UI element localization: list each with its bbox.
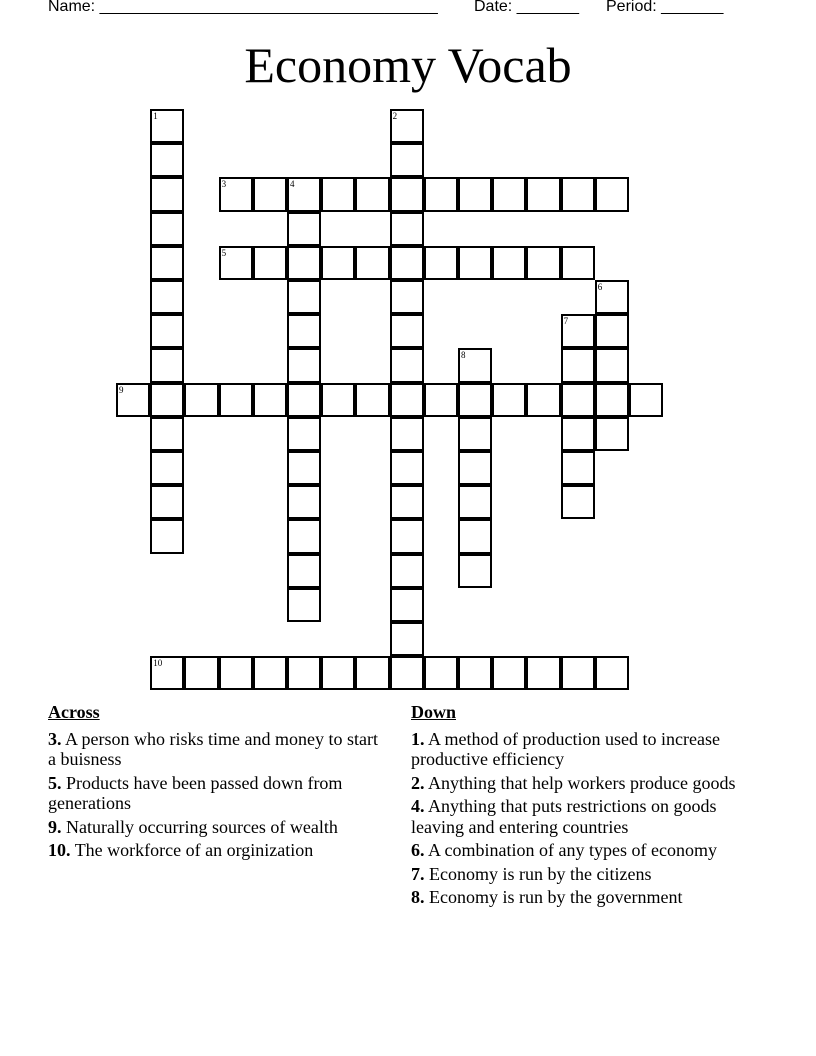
crossword-cell[interactable]	[390, 519, 424, 553]
crossword-cell[interactable]	[150, 451, 184, 485]
crossword-cell[interactable]	[355, 246, 389, 280]
crossword-cell[interactable]	[595, 280, 629, 314]
crossword-cell[interactable]	[287, 451, 321, 485]
date-blank[interactable]: _______	[516, 0, 579, 15]
crossword-cell[interactable]	[561, 383, 595, 417]
crossword-cell[interactable]	[390, 212, 424, 246]
crossword-cell[interactable]	[390, 417, 424, 451]
name-label: Name:	[48, 0, 96, 15]
crossword-cell[interactable]	[390, 348, 424, 382]
crossword-cell[interactable]	[390, 109, 424, 143]
crossword-cell[interactable]	[355, 177, 389, 211]
crossword-cell[interactable]	[424, 177, 458, 211]
crossword-cell[interactable]	[595, 314, 629, 348]
crossword-cell[interactable]	[355, 656, 389, 690]
crossword-cell[interactable]	[150, 314, 184, 348]
down-clue	[411, 796, 756, 837]
crossword-cell[interactable]	[390, 485, 424, 519]
clue-number: 9	[119, 384, 124, 395]
crossword-cell[interactable]	[458, 451, 492, 485]
clue-number: 3	[221, 179, 227, 190]
clue-number: 6	[597, 282, 603, 292]
crossword-cell[interactable]	[321, 177, 355, 211]
crossword-cell[interactable]	[150, 656, 184, 690]
clue-text: A method of production used to increase productive efficiency	[411, 728, 720, 769]
crossword-cell[interactable]	[595, 656, 629, 690]
clue-number: 7	[563, 316, 569, 327]
across-clue	[48, 729, 388, 770]
down-heading: Down	[411, 702, 457, 722]
across-clues	[48, 702, 388, 864]
crossword-cell[interactable]	[629, 383, 663, 417]
clue-text: The workforce of an orginization	[74, 840, 314, 860]
period-label: Period:	[606, 0, 657, 15]
down-clue	[411, 840, 756, 861]
clue-number: 2	[392, 111, 398, 121]
crossword-cell[interactable]	[253, 246, 287, 280]
crossword-cell[interactable]	[184, 383, 218, 417]
name-blank[interactable]: ______________________________________	[99, 0, 438, 15]
crossword-cell[interactable]	[219, 246, 253, 280]
crossword-cell[interactable]	[595, 348, 629, 382]
clue-number: 1.	[411, 728, 425, 749]
clue-text: Economy is run by the government	[429, 887, 683, 907]
crossword-cell[interactable]	[458, 348, 492, 382]
crossword-cell[interactable]	[390, 451, 424, 485]
crossword-cell[interactable]	[458, 656, 492, 690]
crossword-cell[interactable]	[150, 109, 184, 143]
clue-number: 6.	[411, 840, 425, 860]
crossword-cell[interactable]	[253, 383, 287, 417]
crossword-cell[interactable]	[458, 177, 492, 211]
clue-number: 1	[153, 111, 158, 121]
crossword-cell[interactable]	[150, 280, 184, 314]
clue-number: 8	[461, 350, 466, 361]
crossword-cell[interactable]	[116, 383, 150, 417]
crossword-cell[interactable]	[287, 554, 321, 588]
clue-number: 4	[290, 179, 295, 190]
crossword-cell[interactable]	[492, 246, 526, 280]
crossword-cell[interactable]	[150, 348, 184, 382]
clue-text: A combination of any types of economy	[428, 840, 717, 860]
down-clue	[411, 773, 756, 794]
crossword-cell[interactable]	[561, 485, 595, 519]
crossword-cell[interactable]	[390, 280, 424, 314]
crossword-cell[interactable]	[287, 177, 321, 211]
crossword-cell[interactable]	[458, 383, 492, 417]
crossword-cell[interactable]	[287, 314, 321, 348]
clue-number: 4.	[411, 796, 425, 816]
crossword-cell[interactable]	[595, 417, 629, 451]
crossword-cell[interactable]	[390, 246, 424, 280]
crossword-cell[interactable]	[561, 314, 595, 348]
crossword-cell[interactable]	[424, 656, 458, 690]
clue-text: Anything that puts restrictions on goods leaving and entering countries	[411, 796, 717, 837]
crossword-cell[interactable]	[287, 656, 321, 690]
page-title: Economy Vocab	[244, 37, 572, 93]
period-blank[interactable]: _______	[661, 0, 724, 15]
crossword-cell[interactable]	[219, 383, 253, 417]
crossword-cell[interactable]	[526, 383, 560, 417]
crossword-cell[interactable]	[458, 246, 492, 280]
crossword-cell[interactable]	[561, 246, 595, 280]
crossword-cell[interactable]	[390, 383, 424, 417]
date-label: Date:	[474, 0, 513, 15]
crossword-cell[interactable]	[287, 280, 321, 314]
crossword-cell[interactable]	[321, 656, 355, 690]
crossword-cell[interactable]	[253, 656, 287, 690]
crossword-cell[interactable]	[184, 656, 218, 690]
crossword-cell[interactable]	[595, 177, 629, 211]
across-clue	[48, 817, 388, 838]
crossword-cell[interactable]	[390, 143, 424, 177]
crossword-cell[interactable]	[321, 246, 355, 280]
crossword-cell[interactable]	[526, 656, 560, 690]
across-clue	[48, 773, 388, 814]
crossword-cell[interactable]	[561, 348, 595, 382]
crossword-cell[interactable]	[390, 314, 424, 348]
clue-number: 7.	[411, 863, 425, 884]
crossword-cell[interactable]	[219, 656, 253, 690]
crossword-cell[interactable]	[492, 656, 526, 690]
crossword-cell[interactable]	[150, 485, 184, 519]
crossword-cell[interactable]	[561, 656, 595, 690]
clue-number: 8.	[411, 887, 425, 907]
crossword-cell[interactable]	[287, 383, 321, 417]
clue-text: Economy is run by the citizens	[429, 863, 652, 884]
crossword-cell[interactable]	[287, 485, 321, 519]
crossword-cell[interactable]	[458, 554, 492, 588]
crossword-cell[interactable]	[150, 143, 184, 177]
crossword-cell[interactable]	[492, 177, 526, 211]
across-clue	[48, 840, 388, 861]
crossword-cell[interactable]	[458, 485, 492, 519]
crossword-cell[interactable]	[458, 417, 492, 451]
crossword-cell[interactable]	[287, 348, 321, 382]
clue-number: 9.	[48, 816, 62, 837]
down-clue	[411, 887, 756, 908]
clue-text: Naturally occurring sources of wealth	[66, 816, 338, 837]
clue-text: Anything that help workers produce goods	[428, 772, 736, 793]
clue-number: 5.	[48, 772, 62, 793]
crossword-cell[interactable]	[390, 177, 424, 211]
crossword-cell[interactable]	[390, 622, 424, 656]
down-clue	[411, 729, 756, 770]
crossword-cell[interactable]	[150, 383, 184, 417]
clue-number: 3.	[48, 728, 62, 749]
crossword-cell[interactable]	[287, 212, 321, 246]
crossword-cell[interactable]	[492, 383, 526, 417]
crossword-cell[interactable]	[561, 177, 595, 211]
crossword-cell[interactable]	[287, 417, 321, 451]
clue-text: Products have been passed down from generations	[48, 772, 343, 813]
crossword-cell[interactable]	[150, 246, 184, 280]
clue-text: A person who risks time and money to start a buisness	[48, 728, 378, 769]
crossword-cell[interactable]	[355, 383, 389, 417]
clue-number: 2.	[411, 772, 425, 793]
clue-number: 10.	[48, 840, 71, 860]
crossword-cell[interactable]	[150, 417, 184, 451]
down-clue	[411, 864, 756, 885]
crossword-cell[interactable]	[561, 451, 595, 485]
crossword-cell[interactable]	[595, 383, 629, 417]
crossword-cell[interactable]	[390, 554, 424, 588]
crossword-cell[interactable]	[150, 212, 184, 246]
crossword-cell[interactable]	[526, 246, 560, 280]
crossword-cell[interactable]	[424, 383, 458, 417]
crossword-cell[interactable]	[287, 588, 321, 622]
crossword-cell[interactable]	[390, 656, 424, 690]
crossword-cell[interactable]	[150, 177, 184, 211]
crossword-cell[interactable]	[219, 177, 253, 211]
crossword-cell[interactable]	[321, 383, 355, 417]
clue-number: 5	[221, 247, 227, 258]
crossword-cell[interactable]	[424, 246, 458, 280]
crossword-cell[interactable]	[287, 519, 321, 553]
down-clues	[411, 702, 756, 911]
crossword-cell[interactable]	[253, 177, 287, 211]
crossword-cell[interactable]	[458, 519, 492, 553]
crossword-cell[interactable]	[390, 588, 424, 622]
crossword-cell[interactable]	[287, 246, 321, 280]
crossword-cell[interactable]	[526, 177, 560, 211]
clue-number: 10	[153, 658, 163, 669]
crossword-cell[interactable]	[561, 417, 595, 451]
across-heading: Across	[48, 702, 100, 722]
crossword-cell[interactable]	[150, 519, 184, 553]
